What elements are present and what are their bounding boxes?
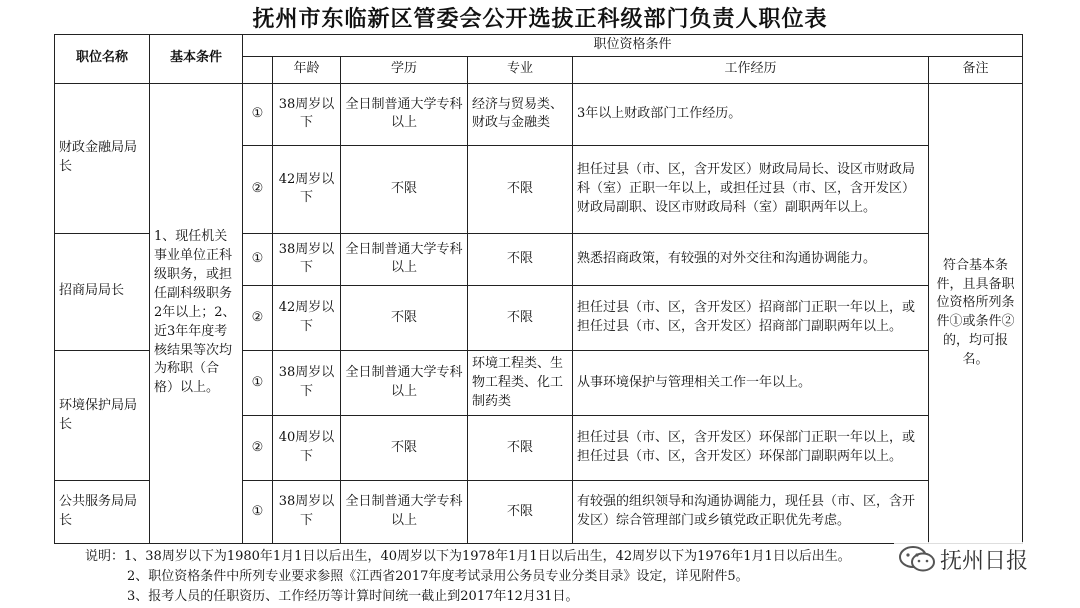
position-name: 环境保护局局长 — [55, 351, 150, 481]
experience-cell: 从事环境保护与管理相关工作一年以上。 — [573, 351, 929, 416]
watermark — [894, 542, 1032, 576]
age-cell: 38周岁以下 — [273, 233, 341, 286]
age-cell: 42周岁以下 — [273, 146, 341, 233]
note-line: 3、报考人员的任职资历、工作经历等计算时间统一截止到2017年12月31日。 — [127, 589, 579, 604]
option-number: ① — [243, 233, 273, 286]
header-position: 职位名称 — [55, 35, 150, 84]
option-number: ② — [243, 146, 273, 233]
education-cell: 全日制普通大学专科以上 — [341, 481, 468, 544]
wechat-icon — [898, 545, 936, 573]
experience-cell: 担任过县（市、区，含开发区）环保部门正职一年以上，或担任过县（市、区，含开发区）环保部门副职两年以上。 — [573, 416, 929, 481]
header-remarks: 备注 — [929, 57, 1023, 83]
education-cell: 不限 — [341, 286, 468, 351]
header-experience: 工作经历 — [573, 57, 929, 83]
age-cell: 40周岁以下 — [273, 416, 341, 481]
header-basic: 基本条件 — [150, 35, 243, 84]
header-major: 专业 — [468, 57, 573, 83]
education-cell: 不限 — [341, 416, 468, 481]
header-qualification: 职位资格条件 — [243, 35, 1023, 57]
major-cell: 不限 — [468, 286, 573, 351]
header-number-blank — [243, 57, 273, 83]
position-name: 招商局局长 — [55, 233, 150, 351]
major-cell: 环境工程类、生物工程类、化工制药类 — [468, 351, 573, 416]
option-number: ② — [243, 286, 273, 351]
major-cell: 不限 — [468, 481, 573, 544]
experience-cell: 有较强的组织领导和沟通协调能力，现任县（市、区，含开发区）综合管理部门或乡镇党政正职优先考虑。 — [573, 481, 929, 544]
experience-cell: 熟悉招商政策，有较强的对外交往和沟通协调能力。 — [573, 233, 929, 286]
age-cell: 38周岁以下 — [273, 481, 341, 544]
major-cell: 不限 — [468, 146, 573, 233]
education-cell: 全日制普通大学专科以上 — [341, 83, 468, 146]
major-cell: 不限 — [468, 416, 573, 481]
option-number: ① — [243, 481, 273, 544]
experience-cell: 担任过县（市、区，含开发区）财政局局长、设区市财政局科（室）正职一年以上，或担任过县（市、区，含开发区）财政局副职、设区市财政局科（室）副职两年以上。 — [573, 146, 929, 233]
position-name: 公共服务局局长 — [55, 481, 150, 544]
watermark-text: 抚州日报 — [940, 548, 1029, 574]
notes-section — [85, 547, 885, 607]
education-cell: 不限 — [341, 146, 468, 233]
note-line: 2、职位资格条件中所列专业要求参照《江西省2017年度考试录用公务员专业分类目录》设定，详见附件5。 — [127, 569, 749, 584]
option-number: ① — [243, 83, 273, 146]
major-cell: 不限 — [468, 233, 573, 286]
position-name: 财政金融局局长 — [55, 83, 150, 233]
experience-cell: 担任过县（市、区，含开发区）招商部门正职一年以上，或担任过县（市、区，含开发区）招商部门副职两年以上。 — [573, 286, 929, 351]
major-cell: 经济与贸易类、财政与金融类 — [468, 83, 573, 146]
note-line: 说明：1、38周岁以下为1980年1月1日以后出生，40周岁以下为1978年1月1日以后出生，42周岁以下为1976年1月1日以后出生。 — [85, 549, 851, 564]
header-age: 年龄 — [273, 57, 341, 83]
header-education: 学历 — [341, 57, 468, 83]
basic-conditions: 1、现任机关事业单位正科级职务，或担任副科级职务2年以上；2、近3年年度考核结果等次均为称职（合格）以上。 — [150, 83, 243, 544]
age-cell: 38周岁以下 — [273, 351, 341, 416]
remarks-cell: 符合基本条件，且具备职位资格所列条件①或条件②的，均可报名。 — [929, 83, 1023, 544]
age-cell: 42周岁以下 — [273, 286, 341, 351]
option-number: ② — [243, 416, 273, 481]
table-row — [55, 83, 1023, 146]
experience-cell: 3年以上财政部门工作经历。 — [573, 83, 929, 146]
education-cell: 全日制普通大学专科以上 — [341, 351, 468, 416]
page-title: 抚州市东临新区管委会公开选拔正科级部门负责人职位表 — [252, 6, 828, 32]
positions-table — [54, 34, 1023, 544]
education-cell: 全日制普通大学专科以上 — [341, 233, 468, 286]
age-cell: 38周岁以下 — [273, 83, 341, 146]
option-number: ① — [243, 351, 273, 416]
